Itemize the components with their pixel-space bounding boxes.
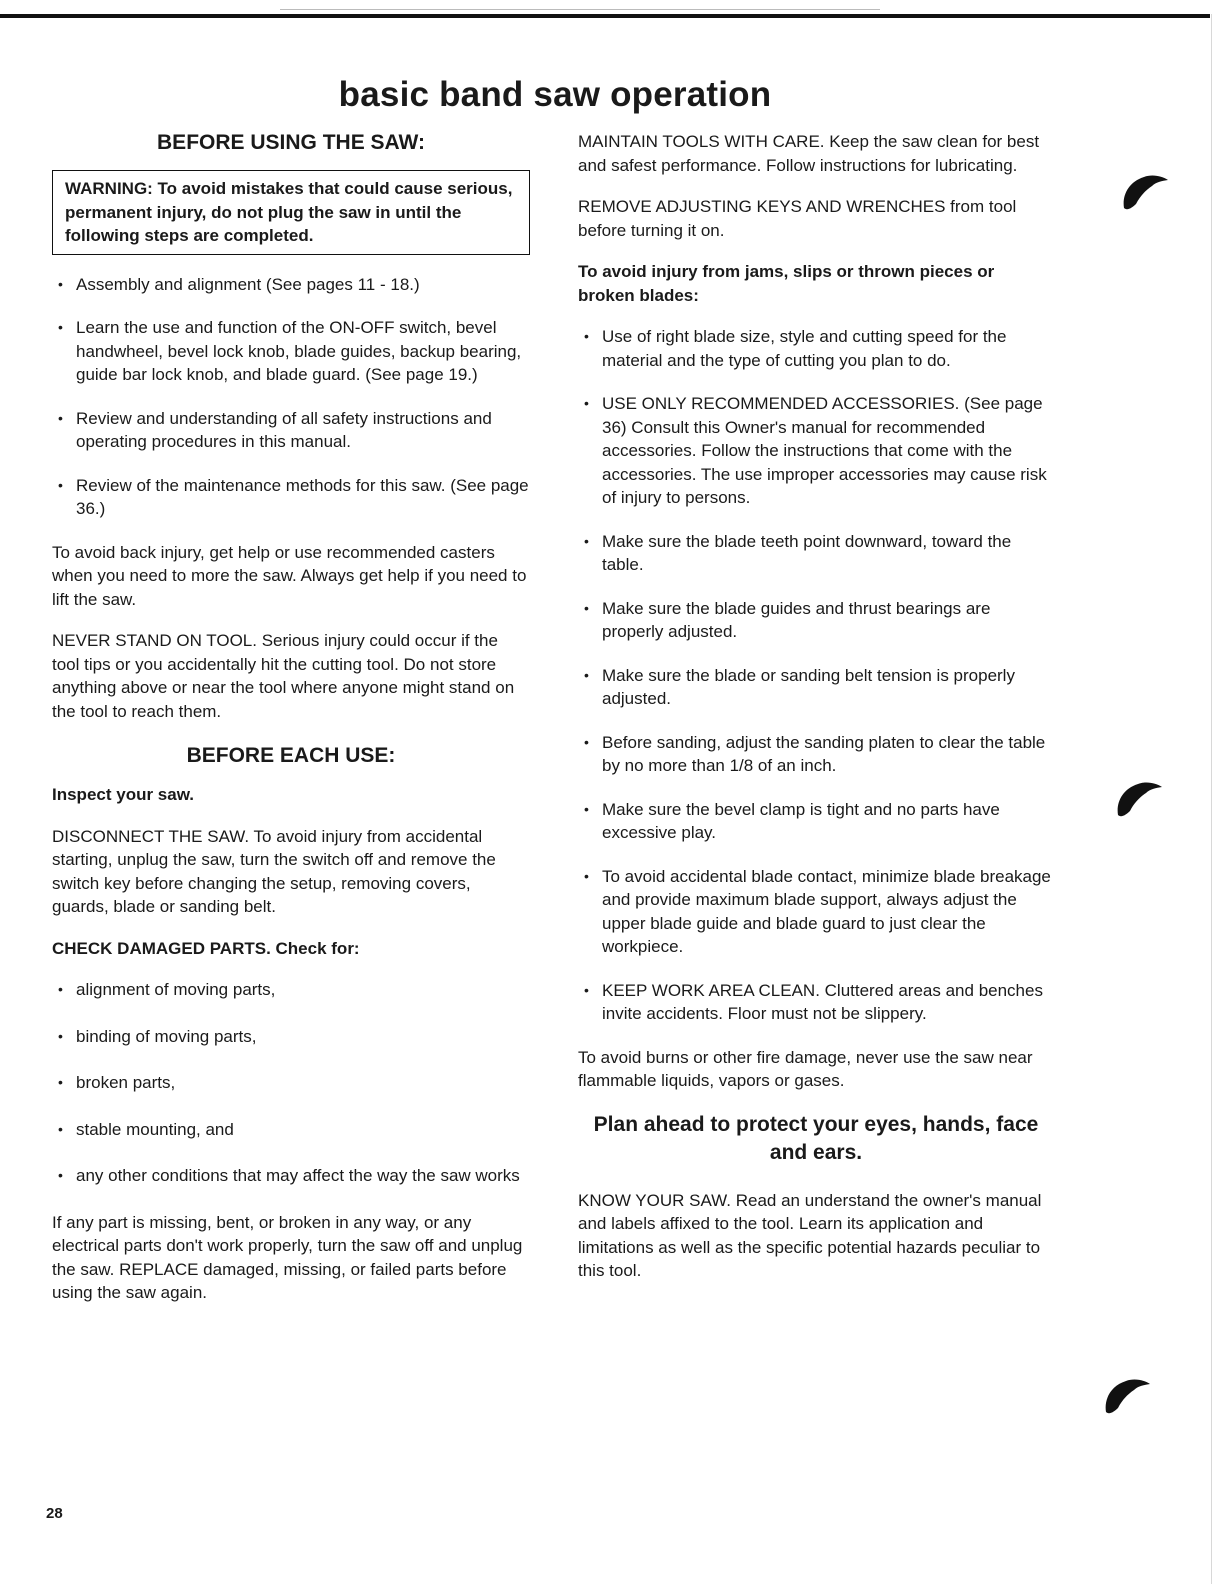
burns-paragraph: To avoid burns or other fire damage, never use the saw near flammable liquids, vapors or gases. [578,1047,1033,1090]
list-item: • Make sure the bevel clamp is tight and no parts have excessive play. [578,798,1054,845]
replace-paragraph: If any part is missing, bent, or broken in any way, or any electrical parts don't work properly, turn the saw off and unplug the saw. REPLACE damaged, missing, or failed parts before using the saw again. [52,1212,523,1302]
list-item: • Make sure the blade teeth point downward, toward the table. [578,530,1054,577]
before-each-use-heading: BEFORE EACH USE: [186,744,396,767]
list-item: • Learn the use and function of the ON-OFF switch, bevel handwheel, bevel lock knob, blade guides, backup bearing, guide bar lock knob, and blade guard. (See page 19.) [52,316,530,387]
binder-hole-mark-icon [1118,168,1170,212]
never-stand-paragraph: NEVER STAND ON TOOL. Serious injury could occur if the tool tips or you accidentally hit the cutting tool. Do not store anything above or near the tool where anyone might stand on the tool to reach them. [52,631,515,721]
back-injury-paragraph: To avoid back injury, get help or use recommended casters when you need to more the saw. Always get help if you need to lift the saw. [52,542,527,609]
disconnect-paragraph: DISCONNECT THE SAW. To avoid injury from accidental starting, unplug the saw, turn the switch off and remove the switch key before changing the setup, removing covers, guards, blade or sanding belt. [52,826,496,916]
top-rule [0,14,1210,18]
plan-ahead-heading: Plan ahead to protect your eyes, hands, face and ears. [593,1112,1039,1164]
safety-bullet-list [578,325,1054,1026]
binder-hole-mark-icon [1112,775,1164,819]
list-item: • Use of right blade size, style and cutting speed for the material and the type of cutting you plan to do. [578,325,1054,372]
list-item: • stable mounting, and [52,1118,530,1142]
check-damaged-subheading: CHECK DAMAGED PARTS. Check for: [52,938,360,958]
list-item: • binding of moving parts, [52,1025,530,1049]
inspect-subheading: Inspect your saw. [52,785,195,804]
page-number: 28 [46,1505,63,1522]
remove-keys-paragraph: REMOVE ADJUSTING KEYS AND WRENCHES from tool before turning it on. [578,197,1017,240]
maintain-paragraph: MAINTAIN TOOLS WITH CARE. Keep the saw clean for best and safest performance. Follow instructions for lubricating. [578,132,1040,175]
warning-box: WARNING: To avoid mistakes that could cause serious, permanent injury, do not plug the saw in until the following steps are completed. [52,170,530,255]
list-item: • Make sure the blade guides and thrust bearings are properly adjusted. [578,597,1054,644]
damage-check-list [52,978,530,1188]
page-title: basic band saw operation [338,75,772,115]
before-using-heading: BEFORE USING THE SAW: [157,131,425,154]
list-item: • KEEP WORK AREA CLEAN. Cluttered areas and benches invite accidents. Floor must not be slippery. [578,979,1054,1026]
list-item: • broken parts, [52,1071,530,1095]
know-saw-paragraph: KNOW YOUR SAW. Read an understand the owner's manual and labels affixed to the tool. Learn its application and limitations as well as the specific potential hazards peculiar to this tool. [578,1190,1042,1280]
list-item: • alignment of moving parts, [52,978,530,1002]
binder-hole-mark-icon [1100,1372,1152,1416]
list-item: • USE ONLY RECOMMENDED ACCESSORIES. (See page 36) Consult this Owner's manual for recommended accessories. Follow the instructions that come with the accessories. The use improper accessories may cause risk of injury to persons. [578,392,1054,510]
avoid-injury-subheading: To avoid injury from jams, slips or thrown pieces or broken blades: [578,262,995,305]
list-item: • Assembly and alignment (See pages 11 - 18.) [52,273,530,297]
list-item: • Review and understanding of all safety instructions and operating procedures in this manual. [52,407,530,454]
top-faint-line [280,9,880,10]
before-using-steps [52,273,530,521]
list-item: • To avoid accidental blade contact, minimize blade breakage and provide maximum blade support, always adjust the upper blade guide and blade guard to just clear the workpiece. [578,865,1054,959]
page-edge [1211,14,1212,1584]
list-item: • any other conditions that may affect the way the saw works [52,1164,530,1188]
list-item: • Before sanding, adjust the sanding platen to clear the table by no more than 1/8 of an inch. [578,731,1054,778]
list-item: • Review of the maintenance methods for this saw. (See page 36.) [52,474,530,521]
left-column [52,130,530,1323]
right-column [578,130,1054,1301]
list-item: • Make sure the blade or sanding belt tension is properly adjusted. [578,664,1054,711]
